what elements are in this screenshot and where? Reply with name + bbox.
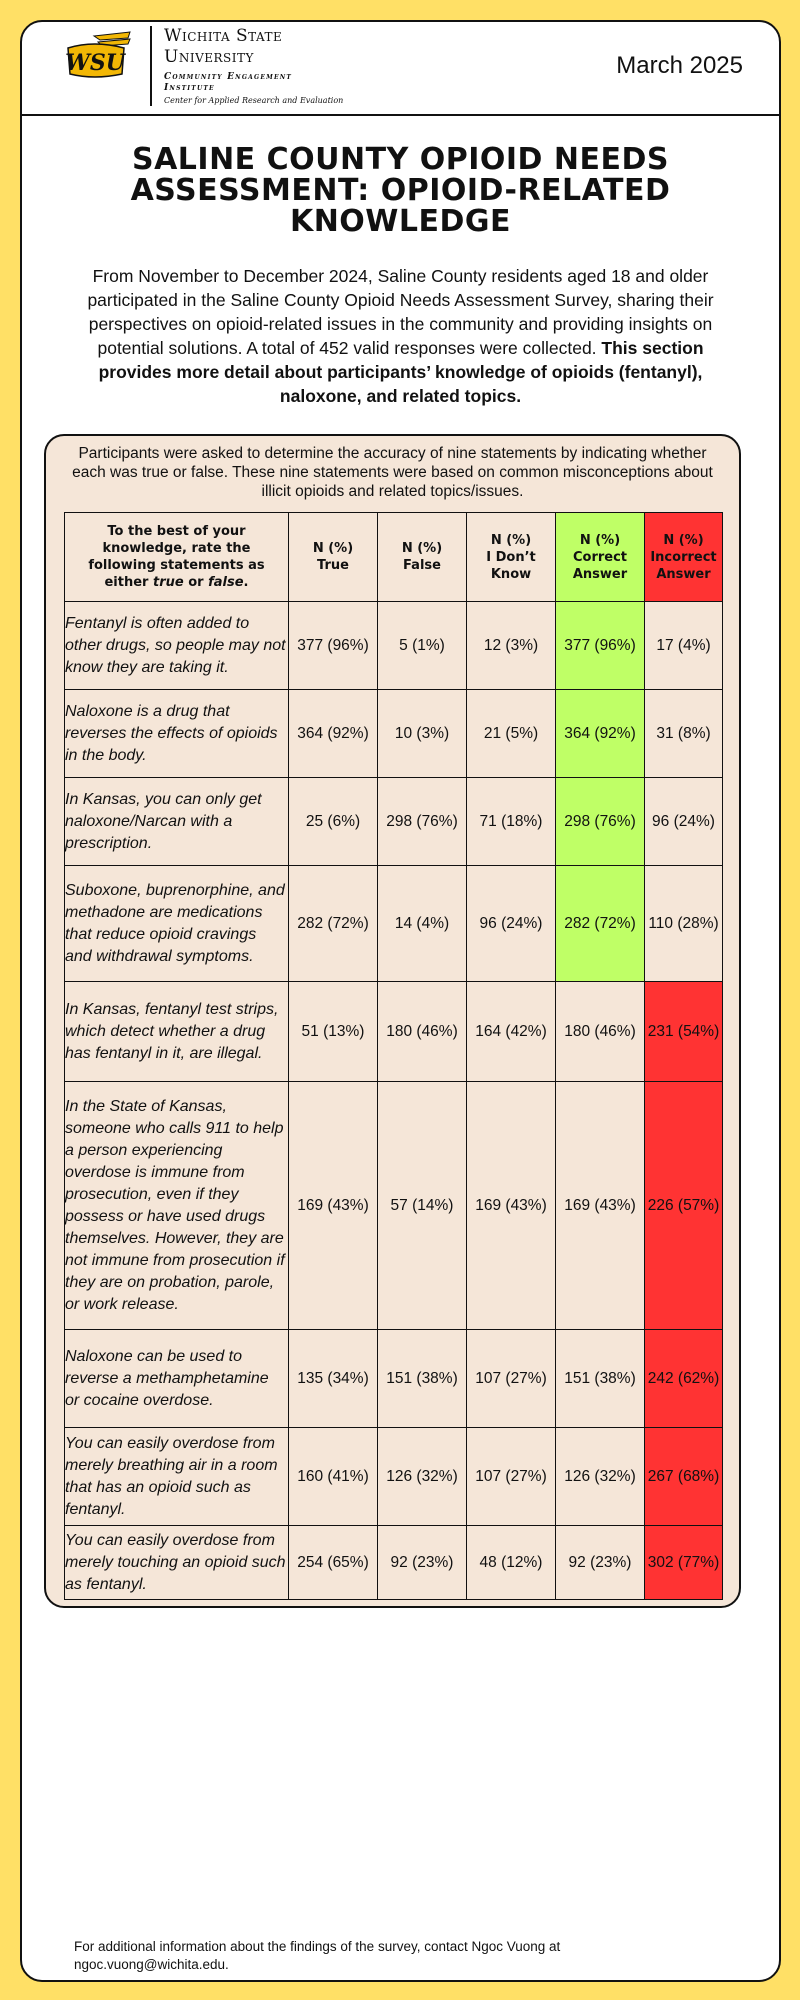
true-cell: 364 (92%): [289, 690, 378, 778]
correct-cell: 169 (43%): [556, 1082, 645, 1330]
dont-know-cell: 21 (5%): [467, 690, 556, 778]
incorrect-cell: 302 (77%): [645, 1526, 723, 1600]
report-page: [20, 20, 781, 1982]
table-header-row: [65, 513, 723, 602]
true-cell: 25 (6%): [289, 778, 378, 866]
table-row: [65, 982, 723, 1082]
panel-intro: Participants were asked to determine the accuracy of nine statements by indicating whether each was true or false. These nine statements were based on common misconceptions about illicit opioids and related topics/issues.: [72, 445, 713, 500]
dont-know-cell: 164 (42%): [467, 982, 556, 1082]
knowledge-table: [64, 512, 723, 1600]
statement-cell: Naloxone can be used to reverse a methamphetamine or cocaine overdose.: [65, 1330, 289, 1428]
true-cell: 254 (65%): [289, 1526, 378, 1600]
incorrect-cell: 267 (68%): [645, 1428, 723, 1526]
correct-cell: 364 (92%): [556, 690, 645, 778]
table-row: [65, 778, 723, 866]
dont-know-cell: 96 (24%): [467, 866, 556, 982]
wsu-shocker-logo-icon: [64, 30, 134, 80]
university-line-1: Wichita State: [164, 26, 283, 46]
table-row: [65, 690, 723, 778]
incorrect-cell: 242 (62%): [645, 1330, 723, 1428]
correct-cell: 126 (32%): [556, 1428, 645, 1526]
statement-cell: You can easily overdose from merely breathing air in a room that has an opioid such as fentanyl.: [65, 1428, 289, 1526]
intro-text: From November to December 2024, Saline County residents aged 18 and older participated in the Saline County Opioid Needs Assessment Survey, sharing their perspectives on opioid-related issues in the community and providing insights on potential solutions. A total of 452 valid responses were collected.: [87, 266, 714, 358]
dont-know-column-header: N (%) I Don’t Know: [467, 513, 556, 602]
logo-divider: [150, 26, 152, 106]
statement-cell: Fentanyl is often added to other drugs, so people may not know they are taking it.: [65, 602, 289, 690]
incorrect-cell: 96 (24%): [645, 778, 723, 866]
correct-cell: 377 (96%): [556, 602, 645, 690]
false-cell: 298 (76%): [378, 778, 467, 866]
institute-line-2: Institute: [164, 83, 215, 93]
true-cell: 377 (96%): [289, 602, 378, 690]
statement-cell: You can easily overdose from merely touching an opioid such as fentanyl.: [65, 1526, 289, 1600]
true-column-header: N (%) True: [289, 513, 378, 602]
university-line-2: University: [164, 47, 254, 67]
false-cell: 10 (3%): [378, 690, 467, 778]
intro-bold-text: This section provides more detail about participants’ knowledge of opioids (fentanyl), naloxone, and related topics.: [98, 338, 704, 406]
dont-know-cell: 107 (27%): [467, 1428, 556, 1526]
false-cell: 151 (38%): [378, 1330, 467, 1428]
table-row: [65, 1082, 723, 1330]
false-cell: 92 (23%): [378, 1526, 467, 1600]
statement-cell: In Kansas, fentanyl test strips, which detect whether a drug has fentanyl in it, are illegal.: [65, 982, 289, 1082]
false-cell: 14 (4%): [378, 866, 467, 982]
dont-know-cell: 71 (18%): [467, 778, 556, 866]
statement-cell: Naloxone is a drug that reverses the effects of opioids in the body.: [65, 690, 289, 778]
false-column-header: N (%) False: [378, 513, 467, 602]
svg-text:WSU: WSU: [65, 50, 125, 76]
false-cell: 57 (14%): [378, 1082, 467, 1330]
dont-know-cell: 107 (27%): [467, 1330, 556, 1428]
dont-know-cell: 169 (43%): [467, 1082, 556, 1330]
report-date: March 2025: [616, 52, 743, 79]
incorrect-column-header: N (%) Incorrect Answer: [645, 513, 723, 602]
dont-know-cell: 12 (3%): [467, 602, 556, 690]
statement-cell: In Kansas, you can only get naloxone/Narcan with a prescription.: [65, 778, 289, 866]
table-row: [65, 1428, 723, 1526]
correct-cell: 298 (76%): [556, 778, 645, 866]
table-row: [65, 866, 723, 982]
true-cell: 282 (72%): [289, 866, 378, 982]
correct-cell: 180 (46%): [556, 982, 645, 1082]
false-cell: 5 (1%): [378, 602, 467, 690]
correct-cell: 92 (23%): [556, 1526, 645, 1600]
statement-cell: In the State of Kansas, someone who calls 911 to help a person experiencing overdose is immune from prosecution, even if they possess or have used drugs themselves. However, they are not immune from prosecution if they are on probation, parole, or work release.: [65, 1082, 289, 1330]
institute-line-1: Community Engagement: [164, 72, 293, 82]
statement-column-header: To the best of your knowledge, rate the following statements as either true or false.: [65, 513, 289, 602]
intro-paragraph: [78, 264, 723, 408]
correct-cell: 151 (38%): [556, 1330, 645, 1428]
incorrect-cell: 31 (8%): [645, 690, 723, 778]
incorrect-cell: 226 (57%): [645, 1082, 723, 1330]
true-cell: 160 (41%): [289, 1428, 378, 1526]
dont-know-cell: 48 (12%): [467, 1526, 556, 1600]
university-name: [164, 26, 282, 68]
correct-column-header: N (%) Correct Answer: [556, 513, 645, 602]
table-row: [65, 1526, 723, 1600]
table-row: [65, 602, 723, 690]
center-name: Center for Applied Research and Evaluation: [164, 96, 344, 105]
institute-name: [164, 72, 324, 94]
false-cell: 126 (32%): [378, 1428, 467, 1526]
incorrect-cell: 231 (54%): [645, 982, 723, 1082]
incorrect-cell: 17 (4%): [645, 602, 723, 690]
false-cell: 180 (46%): [378, 982, 467, 1082]
correct-cell: 282 (72%): [556, 866, 645, 982]
knowledge-panel: [44, 434, 741, 1608]
true-cell: 51 (13%): [289, 982, 378, 1082]
statement-cell: Suboxone, buprenorphine, and methadone are medications that reduce opioid cravings and withdrawal symptoms.: [65, 866, 289, 982]
table-row: [65, 1330, 723, 1428]
page-title: SALINE COUNTY OPIOID NEEDS ASSESSMENT: OPIOID-RELATED KNOWLEDGE: [130, 142, 671, 239]
footer-note: For additional information about the findings of the survey, contact Ngoc Vuong at ngoc.vuong@wichita.edu.: [74, 1939, 561, 1972]
true-cell: 169 (43%): [289, 1082, 378, 1330]
incorrect-cell: 110 (28%): [645, 866, 723, 982]
true-cell: 135 (34%): [289, 1330, 378, 1428]
report-header: [22, 22, 779, 116]
